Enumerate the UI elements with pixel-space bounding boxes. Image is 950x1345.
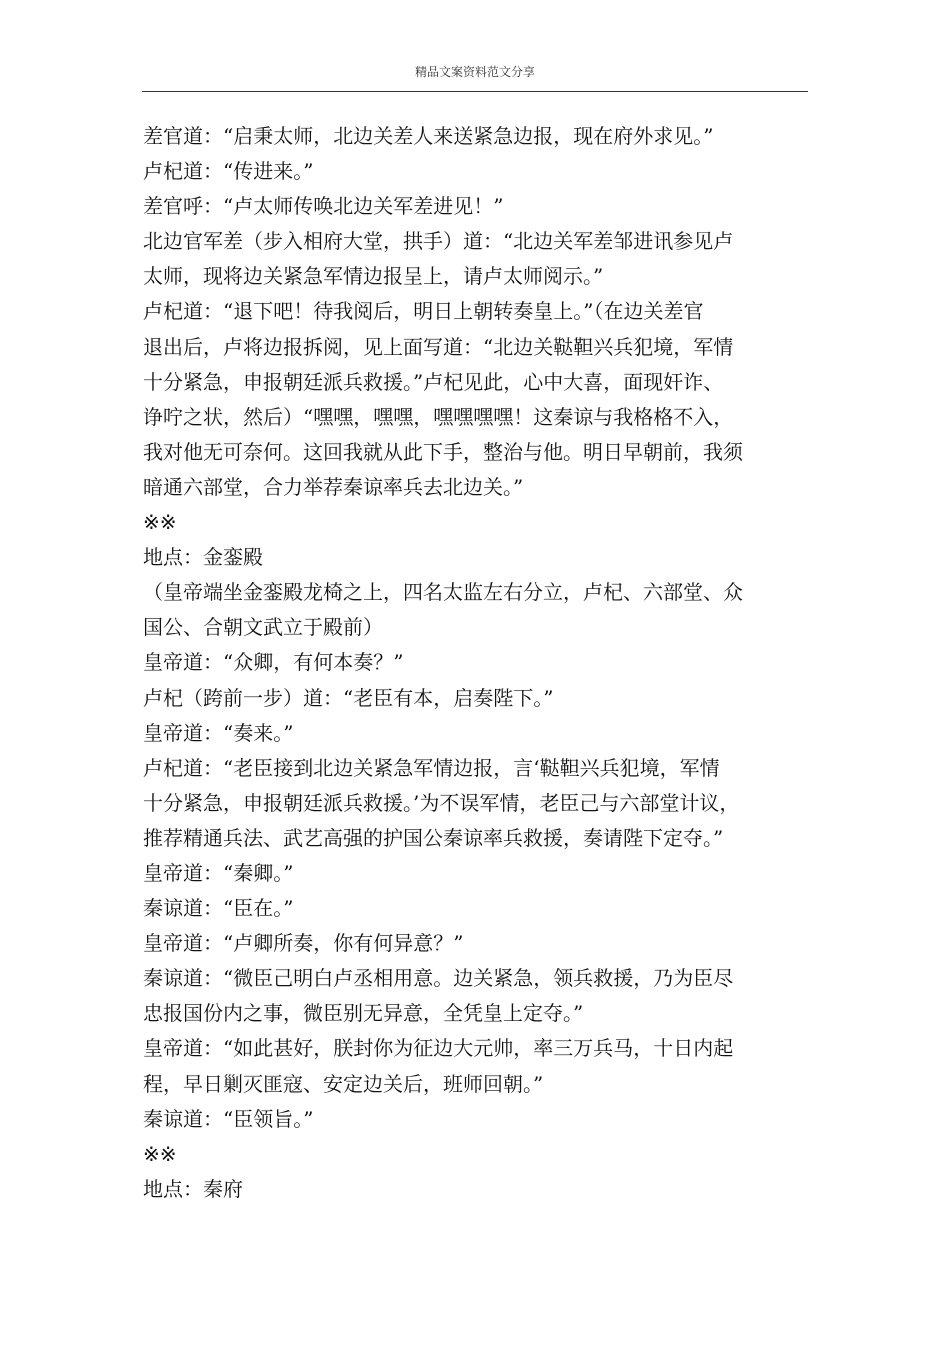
text-line: 退出后，卢将边报拆阅，见上面写道：“北边关鞑靼兴兵犯境，军情: [143, 334, 734, 359]
text-line: 忠报国份内之事，微臣别无异意，全凭皇上定夺。”: [143, 1001, 584, 1026]
text-line: 秦谅道：“微臣己明白卢丞相用意。边关紧急，领兵救援，乃为臣尽: [143, 966, 734, 991]
text-line: 诤咛之状，然后）“嘿嘿，嘿嘿，嘿嘿嘿嘿！这秦谅与我格格不入，: [143, 404, 734, 429]
stage-direction: （皇帝端坐金銮殿龙椅之上，四名太监左右分立，卢杞、六部堂、众: [143, 580, 743, 605]
header-divider: [142, 91, 808, 92]
scene-location: 地点：金銮殿: [143, 545, 263, 570]
text-line: 差官道：“启秉太师，北边关差人来送紧急边报，现在府外求见。”: [143, 124, 714, 148]
text-line: 我对他无可奈何。这回我就从此下手，整治与他。明日早朝前，我须: [143, 439, 743, 464]
text-line: 皇帝道：“秦卿。”: [143, 860, 294, 885]
text-line: 皇帝道：“众卿，有何本奏？”: [143, 650, 404, 675]
text-line: 皇帝道：“奏来。”: [143, 720, 294, 745]
text-line: 十分紧急，申报朝廷派兵救援。”卢杞见此，心中大喜，面现奸诈、: [143, 369, 724, 394]
text-line: 十分紧急，申报朝廷派兵救援。’为不误军情，老臣己与六部堂计议，: [143, 790, 740, 815]
text-line: 皇帝道：“卢卿所奏，你有何异意？”: [143, 931, 464, 956]
text-line: 程，早日剿灭匪寇、安定边关后，班师回朝。”: [143, 1071, 544, 1096]
scene-separator: ※※: [143, 1141, 177, 1166]
document-body: [143, 119, 808, 1207]
page-header: 精品文案资料范文分享: [414, 65, 535, 79]
text-line: 卢杞道：“老臣接到北边关紧急军情边报，言‘鞑靼兴兵犯境，军情: [143, 755, 720, 780]
stage-direction: 国公、合朝文武立于殿前）: [143, 615, 383, 640]
text-line: 太师，现将边关紧急军情边报呈上，请卢太师阅示。”: [143, 264, 604, 289]
text-line: 卢杞道：“传进来。”: [143, 159, 314, 184]
text-line: 推荐精通兵法、武艺高强的护国公秦谅率兵救援，奏请陛下定夺。”: [143, 825, 724, 850]
text-line: 秦谅道：“臣在。”: [143, 896, 294, 921]
text-line: 暗通六部堂，合力举荐秦谅率兵去北边关。”: [143, 474, 524, 499]
scene-location: 地点：秦府: [143, 1176, 243, 1201]
text-line: 卢杞（跨前一步）道：“老臣有本，启奏陛下。”: [143, 685, 554, 710]
text-line: 秦谅道：“臣领旨。”: [143, 1106, 314, 1131]
text-line: 皇帝道：“如此甚好，朕封你为征边大元帅，率三万兵马，十日内起: [143, 1036, 734, 1061]
text-line: 北边官军差（步入相府大堂，拱手）道：“北边关军差邹进讯参见卢: [143, 229, 734, 254]
text-line: 差官呼：“卢太师传唤北边关军差进见！”: [143, 194, 504, 219]
text-line: 卢杞道：“退下吧！待我阅后，明日上朝转奏皇上。”（在边关差官: [143, 299, 704, 324]
scene-separator: ※※: [143, 510, 177, 535]
